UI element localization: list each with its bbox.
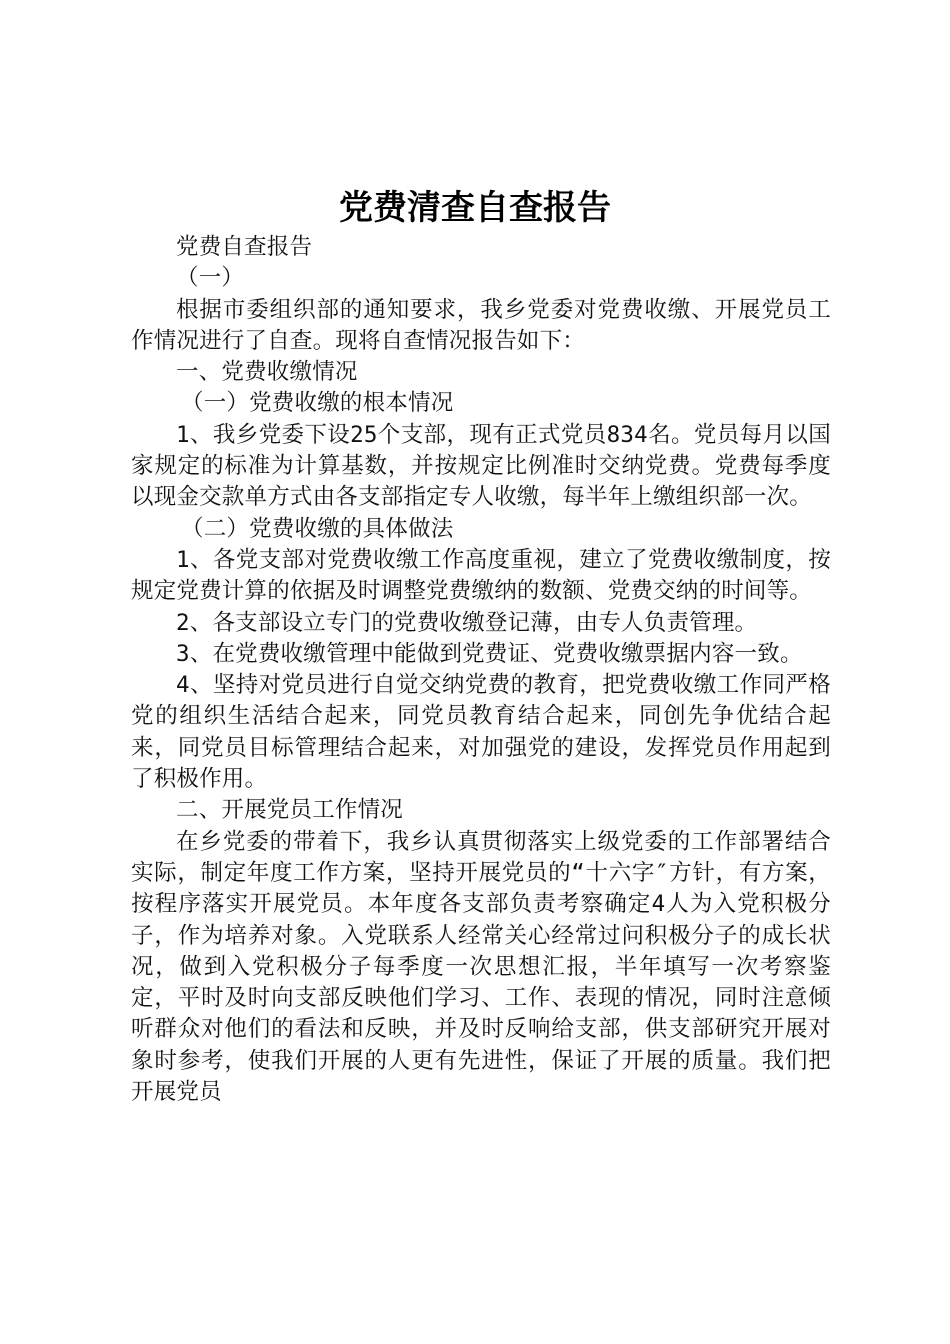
paragraph-practice-4: 4、坚持对党员进行自觉交纳党费的教育，把党费收缴工作同严格党的组织生活结合起来，同党员教育结合起来，同创先争优结合起来，同党员目标管理结合起来，对加强党的建设，发挥党员作用起到了积极作用。	[131, 672, 831, 793]
paragraph-practice-3: 3、在党费收缴管理中能做到党费证、党费收缴票据内容一致。	[176, 640, 803, 667]
document-title: 党费清查自查报告	[339, 188, 611, 228]
paragraph-section-number: （一）	[176, 265, 245, 292]
paragraph-member-development: 在乡党委的带着下，我乡认真贯彻落实上级党委的工作部署结合实际，制定年度工作方案，坚持开展党员的“十六字″方针，有方案，按程序落实开展党员。本年度各支部负责考察确定4人为入党积极分子，作为培养对象。入党联系人经常关心经常过问积极分子的成长状况，做到入党积极分子每季度一次思想汇报，半年填写一次考察鉴定，平时及时向支部反映他们学习、工作、表现的情况，同时注意倾听群众对他们的看法和反映，并及时反响给支部，供支部研究开展对象时参考，使我们开展的人更有先进性，保证了开展的质量。我们把开展党员	[131, 828, 831, 1106]
paragraph-basic-situation: 1、我乡党委下设25个支部，现有正式党员834名。党员每月以国家规定的标准为计算基数，并按规定比例准时交纳党费。党费每季度以现金交款单方式由各支部指定专人收缴，每半年上缴组织部一次。	[131, 421, 831, 511]
paragraph-subtitle: 党费自查报告	[176, 234, 313, 260]
paragraph-practice-1: 1、各党支部对党费收缴工作高度重视，建立了党费收缴制度，按规定党费计算的依据及时调整党费缴纳的数额、党费交纳的时间等。	[131, 546, 831, 605]
paragraph-practice-2: 2、各支部设立专门的党费收缴登记薄，由专人负责管理。	[176, 609, 758, 636]
heading-subsection-1: （一）党费收缴的根本情况	[181, 390, 454, 417]
heading-section-2: 二、开展党员工作情况	[176, 797, 404, 824]
document-body	[131, 232, 831, 1108]
heading-section-1: 一、党费收缴情况	[176, 359, 358, 386]
paragraph-intro: 根据市委组织部的通知要求，我乡党委对党费收缴、开展党员工作情况进行了自查。现将自查情况报告如下：	[131, 296, 831, 354]
heading-subsection-2: （二）党费收缴的具体做法	[181, 515, 454, 542]
